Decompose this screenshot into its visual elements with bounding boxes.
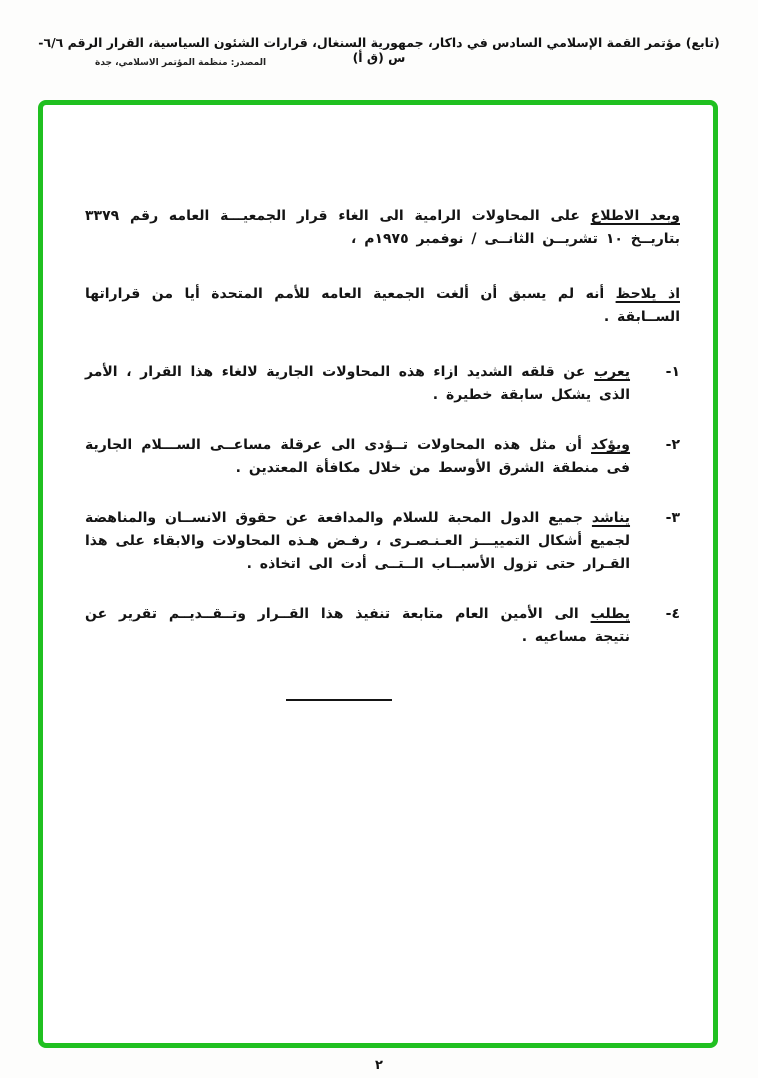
resolution-item (85, 507, 680, 576)
item-text: أن مثل هذه المحاولات تــؤدى الى عرقلة مساعــى الســـلام الجارية فى منطقة الشرق الأوسط من خلال مكافأة المعتدين . (85, 437, 630, 476)
item-text: عن قلقه الشديد ازاء هذه المحاولات الجارية لالغاء هذا القرار ، الأمر الذى يشكل سابقة خطيرة . (85, 364, 630, 403)
item-lead: يطلب (590, 606, 630, 622)
header-source: المصدر: منظمة المؤتمر الاسلامي، جدة (95, 58, 267, 68)
paragraph-text: على المحاولات الرامية الى الغاء قرار الجمعيـــة العامه رقم ٣٣٧٩ بتاريــخ ١٠ تشريــن الثانــى / نوفمبر ١٩٧٥م ، (85, 208, 680, 247)
resolution-item (85, 603, 680, 649)
preamble-paragraph (85, 283, 680, 329)
item-body (85, 361, 630, 407)
item-lead: يناشد (591, 510, 631, 526)
end-divider (286, 699, 392, 701)
paragraph-text: أنه لم يسبق أن ألغت الجمعية العامه للأمم المتحدة أيا من قراراتها الســابقة . (85, 286, 680, 325)
paragraph-lead: وبعد الاطلاع (590, 208, 680, 224)
item-number: ٢- (665, 437, 680, 453)
item-body (85, 603, 630, 649)
item-lead: ويؤكد (591, 437, 631, 453)
item-body (85, 434, 630, 480)
item-text: الى الأمين العام متابعة تنفيذ هذا القــرار وتــقــديــم تقرير عن نتيجة مساعيه . (85, 606, 630, 645)
preamble-paragraph (85, 205, 680, 251)
scanned-document-frame (38, 100, 718, 1048)
item-number: ٣- (665, 510, 680, 526)
resolution-item (85, 434, 680, 480)
paragraph-lead: اذ يلاحظ (615, 286, 680, 302)
item-lead: يعرب (594, 364, 631, 380)
item-body (85, 507, 630, 576)
page-number: ٢ (375, 1058, 383, 1073)
resolution-item (85, 361, 680, 407)
item-number: ١- (665, 364, 680, 380)
item-number: ٤- (665, 606, 680, 622)
document-body (43, 105, 713, 701)
item-text: جميع الدول المحبة للسلام والمدافعة عن حقوق الانســان والمناهضة لجميع أشكال التمييـــز العـنـصـرى ، رفـض هـذه المحاولات والابقاء على هذا القـرار حتى تزول الأسبــاب الــتــى أدت الى اتخاذه . (85, 510, 630, 572)
header-title: (تابع) مؤتمر القمة الإسلامي السادس في داكار، جمهورية السنغال، قرارات الشئون السياسية، القرار الرقم ٦/٦-س (ق أ) (38, 35, 720, 65)
